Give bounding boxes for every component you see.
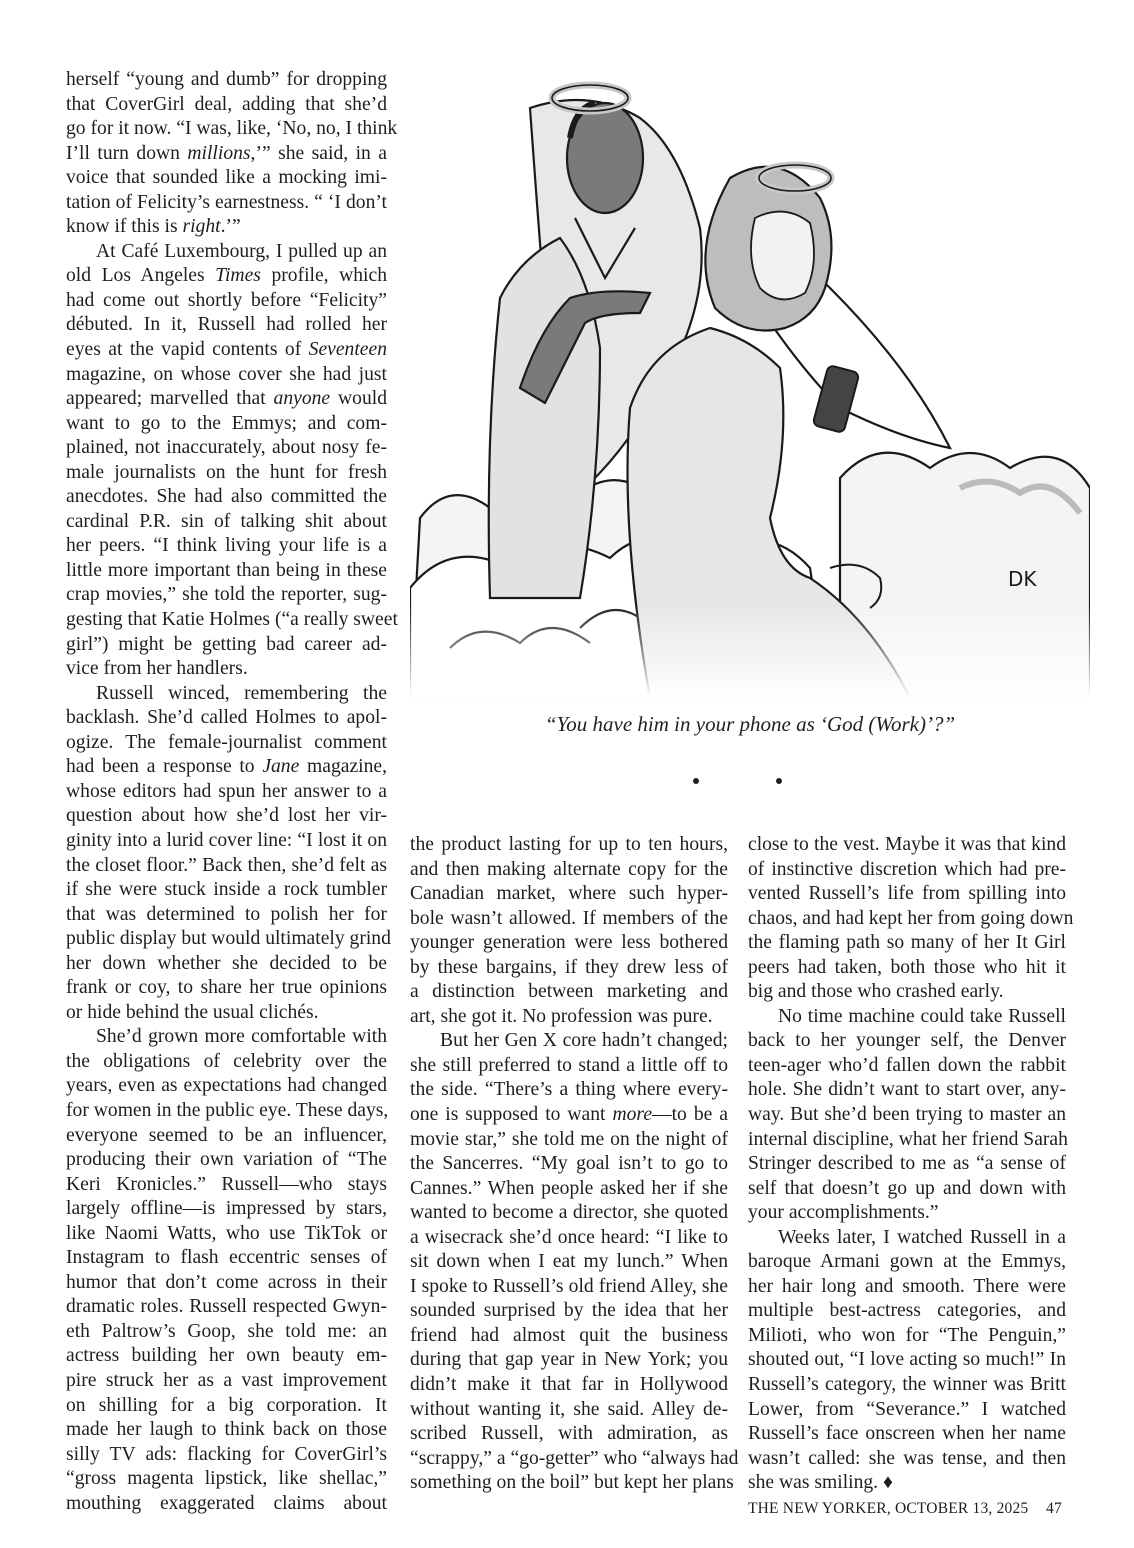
text-line: cardinal P.R. sin of talking shit about [66, 510, 387, 532]
section-break [0, 778, 1134, 788]
text-line: Lower, from “Severance.” I watched [748, 1398, 1066, 1420]
text-line: actress building her own beauty em- [66, 1345, 387, 1367]
text-line: Cannes.” When people asked her if she [410, 1177, 728, 1199]
text-line: public display but would ultimately grind [66, 928, 391, 950]
text-line: Canadian market, where such hyper- [410, 883, 728, 905]
text-line: go for it now. “I was, like, ‘No, no, I think [66, 118, 398, 140]
article-column-left [66, 68, 398, 1516]
text-line: mouthing exaggerated claims about [66, 1492, 387, 1514]
text-line: “gross magenta lipstick, like shellac,” [66, 1468, 387, 1490]
publication-dateline: THE NEW YORKER, OCTOBER 13, 2025 [748, 1500, 1029, 1517]
text-line: for women in the public eye. These days, [66, 1099, 389, 1121]
text-line: the closet floor.” Back then, she’d felt as [66, 854, 387, 876]
text-line: I’ll turn down millions,’” she said, in a [66, 142, 387, 164]
text-line: “scrappy,” a “go-getter” who “always had [410, 1447, 739, 1469]
text-line: plained, not inaccurately, about nosy fe- [66, 437, 387, 459]
italic-text: Times [215, 265, 261, 287]
text-line: self that doesn’t go up and down with [748, 1177, 1066, 1199]
text-line: hole. She didn’t want to start over, any- [748, 1079, 1066, 1101]
text-line: vice from her handlers. [66, 658, 248, 680]
angels-on-clouds-illustration [410, 68, 1090, 698]
paragraph [410, 1029, 739, 1495]
text-line: frank or coy, to share her true opinions [66, 977, 387, 999]
paragraph [748, 1005, 1066, 1226]
text-line: know if this is right.’” [66, 216, 241, 238]
text-line: producing their own variation of “The [66, 1149, 387, 1171]
text-line: eth Paltrow’s Goop, she told me: an [66, 1320, 387, 1342]
text-line: question about how she’d lost her vir- [66, 805, 387, 827]
text-line: one is supposed to want more—to be a [410, 1104, 728, 1126]
italic-text: right [182, 216, 221, 238]
article-column-right [748, 833, 1074, 1496]
text-line: peers had taken, both those who hit it [748, 956, 1066, 978]
text-line: I spoke to Russell’s old friend Alley, she [410, 1275, 728, 1297]
text-line: girl”) might be getting bad career ad- [66, 633, 387, 655]
text-line: back to her younger self, the Denver [748, 1030, 1066, 1052]
text-line: on shilling for a big corporation. It [66, 1394, 387, 1416]
text-line: friend had almost quit the business [410, 1324, 728, 1346]
text-line: a wisecrack she’d once heard: “I like to [410, 1226, 728, 1248]
cartoon-caption: “You have him in your phone as ‘God (Work)’?” [544, 712, 956, 736]
text-line: the flaming path so many of her It Girl [748, 932, 1066, 954]
text-line: Russell’s category, the winner was Britt [748, 1374, 1066, 1396]
text-line: close to the vest. Maybe it was that kind [748, 834, 1066, 855]
text-line: art, she got it. No profession was pure. [410, 1005, 713, 1027]
text-line: appeared; marvelled that anyone would [66, 388, 387, 410]
text-line: if she were stuck inside a rock tumbler [66, 879, 387, 901]
text-line: shouted out, “I love acting so much!” In [748, 1349, 1066, 1371]
text-line: Russell’s face onscreen when her name [748, 1423, 1066, 1445]
text-line: the side. “There’s a thing where every- [410, 1079, 728, 1101]
text-line: by these bargains, if they drew less of [410, 956, 728, 978]
text-line: little more important than being in these [66, 559, 387, 581]
paragraph [66, 68, 398, 240]
text-line: Stringer described to me as “a sense of [748, 1153, 1066, 1175]
italic-text: more [612, 1104, 653, 1126]
text-line: Milioti, who won for “The Penguin,” [748, 1324, 1066, 1346]
text-line: ogize. The female-journalist comment [66, 731, 387, 753]
text-line: chaos, and had kept her from going down [748, 907, 1074, 929]
text-line: bole wasn’t allowed. If members of the [410, 907, 728, 929]
text-line: Instagram to flash eccentric senses of [66, 1247, 387, 1269]
text-line: crap movies,” she told the reporter, sug- [66, 584, 387, 606]
text-line: sounded surprised by the idea that her [410, 1300, 728, 1322]
text-line: humor that don’t come across in their [66, 1271, 387, 1293]
paragraph [66, 1025, 387, 1516]
text-line: way. But she’d been trying to master an [748, 1104, 1066, 1126]
paragraph [66, 240, 398, 682]
text-line: without wanting it, she said. Alley de- [410, 1398, 728, 1420]
text-line: her hair long and smooth. There were [748, 1275, 1066, 1297]
text-line: teen-ager who’d fallen down the rabbit [748, 1054, 1066, 1076]
paragraph [748, 1226, 1066, 1496]
text-line: that CoverGirl deal, adding that she’d [66, 93, 387, 115]
text-line: scribed Russell, with admiration, as [410, 1423, 728, 1445]
paragraph [748, 833, 1074, 1005]
text-line: gesting that Katie Holmes (“a really sweet [66, 609, 398, 631]
text-line: dramatic roles. Russell respected Gwyn- [66, 1296, 387, 1318]
text-line: and then making alternate copy for the [410, 858, 728, 880]
text-line: or hide behind the usual clichés. [66, 1001, 319, 1023]
text-line: herself “young and dumb” for dropping [66, 69, 387, 90]
text-line: your accomplishments.” [748, 1202, 939, 1224]
article-column-middle [410, 833, 739, 1496]
text-line: wasn’t called: she was tense, and then [748, 1447, 1066, 1469]
page-number: 47 [1046, 1500, 1062, 1517]
cartoon-illustration [410, 68, 1090, 698]
text-line: want to go to the Emmys; and com- [66, 412, 387, 434]
text-line: largely offline—is impressed by stars, [66, 1198, 387, 1220]
text-line: she still preferred to stand a little off to [410, 1054, 728, 1076]
text-line: multiple best-actress categories, and [748, 1300, 1066, 1322]
italic-text: Jane [262, 756, 300, 778]
text-line: But her Gen X core hadn’t changed; [440, 1030, 728, 1052]
text-line: wanted to become a director, she quoted [410, 1202, 728, 1224]
text-line: didn’t make it that far in Hollywood [410, 1374, 728, 1396]
text-line: whose editors had spun her answer to a [66, 780, 387, 802]
text-line: a distinction between marketing and [410, 981, 728, 1003]
text-line: backlash. She’d called Holmes to apol- [66, 707, 387, 729]
text-line: At Café Luxembourg, I pulled up an [96, 240, 387, 262]
paragraph [410, 833, 728, 1029]
text-line: ginity into a lurid cover line: “I lost it on [66, 829, 387, 851]
text-line: big and those who crashed early. [748, 981, 1004, 1003]
text-line: Russell winced, remembering the [96, 682, 387, 704]
text-line: the Sancerres. “My goal isn’t to go to [410, 1153, 728, 1175]
text-line: baroque Armani gown at the Emmys, [748, 1251, 1066, 1273]
text-line: had come out shortly before “Felicity” [66, 289, 387, 311]
text-line: old Los Angeles Times profile, which [66, 265, 387, 287]
text-line: like Naomi Watts, who use TikTok or [66, 1222, 387, 1244]
text-line: her down whether she decided to be [66, 952, 387, 974]
text-line: pire struck her as a vast improvement [66, 1369, 387, 1391]
text-line: younger generation were less bothered [410, 932, 728, 954]
text-line: years, even as expectations had changed [66, 1075, 387, 1097]
text-line: the obligations of celebrity over the [66, 1050, 387, 1072]
section-break-dot [776, 778, 782, 784]
paragraph [66, 682, 391, 1026]
text-line: vented Russell’s life from spilling into [748, 883, 1066, 905]
text-line: movie star,” she told me on the night of [410, 1128, 728, 1150]
italic-text: Seventeen [308, 339, 387, 361]
text-line: of instinctive discretion which had pre- [748, 858, 1066, 880]
text-line: débuted. In it, Russell had rolled her [66, 314, 387, 336]
text-line: everyone seemed to be an influencer, [66, 1124, 387, 1146]
text-line: eyes at the vapid contents of Seventeen [66, 339, 387, 361]
text-line: She’d grown more comfortable with [96, 1026, 387, 1048]
text-line: made her laugh to think back on those [66, 1419, 387, 1441]
text-line: had been a response to Jane magazine, [66, 756, 387, 778]
text-line: her peers. “I think living your life is a [66, 535, 387, 557]
text-line: voice that sounded like a mocking imi- [66, 167, 387, 189]
text-line: the product lasting for up to ten hours, [410, 834, 728, 855]
text-line: sit down when I eat my lunch.” When [410, 1251, 728, 1273]
text-line: anecdotes. She had also committed the [66, 486, 387, 508]
text-line: magazine, on whose cover she had just [66, 363, 387, 385]
text-line: internal discipline, what her friend Sarah [748, 1128, 1068, 1150]
italic-text: anyone [273, 388, 331, 410]
text-line: that was determined to polish her for [66, 903, 387, 925]
text-line: silly TV ads: flacking for CoverGirl’s [66, 1443, 387, 1465]
text-line: tation of Felicity’s earnestness. “ ‘I don’t [66, 191, 387, 213]
text-line: Keri Kronicles.” Russell—who stays [66, 1173, 387, 1195]
italic-text: millions [187, 142, 251, 164]
text-line: during that gap year in New York; you [410, 1349, 728, 1371]
section-break-dot [693, 778, 699, 784]
text-line: No time machine could take Russell [778, 1005, 1066, 1027]
text-line: Weeks later, I watched Russell in a [778, 1226, 1066, 1248]
text-line: male journalists on the hunt for fresh [66, 461, 387, 483]
text-line: she was smiling. ♦ [748, 1472, 893, 1494]
text-line: something on the boil” but kept her plans [410, 1472, 734, 1494]
